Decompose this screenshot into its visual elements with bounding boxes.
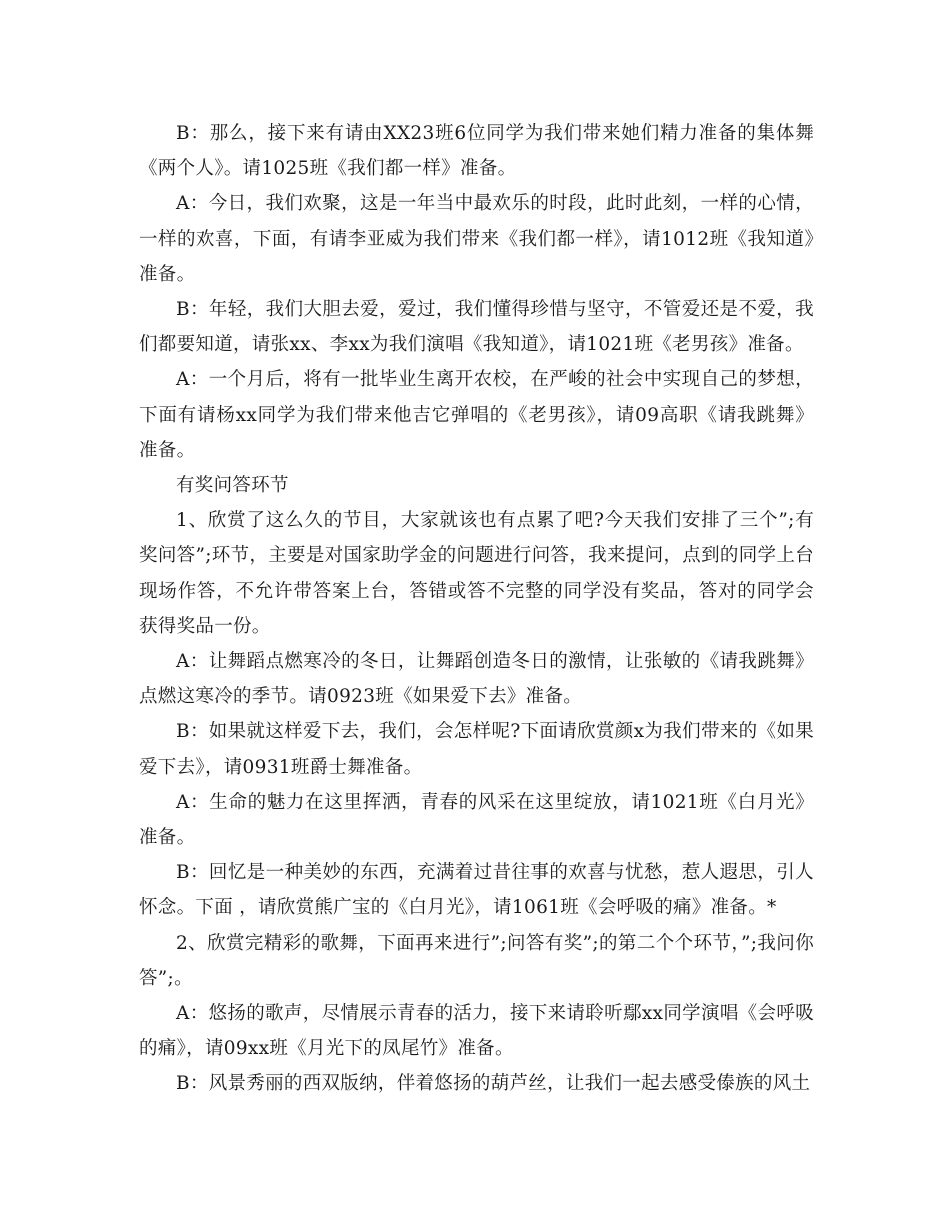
paragraph: B：风景秀丽的西双版纳，伴着悠扬的葫芦丝，让我们一起去感受傣族的风土 [176,1073,811,1095]
paragraph: B：如果就这样爱下去，我们，会怎样呢?下面请欣赏颜x为我们带来的《如果爱下去》，请0931班爵士舞准备。 [139,721,814,778]
paragraph: A：今日，我们欢聚，这是一年当中最欢乐的时段，此时此刻，一样的心情，一样的欢喜，下面，有请李亚威为我们带来《我们都一样》，请1012班《我知道》准备。 [139,193,814,285]
document-body [139,116,814,1102]
section-heading: 有奖问答环节 [176,475,289,497]
paragraph: A：一个月后，将有一批毕业生离开农校，在严峻的社会中实现自己的梦想，下面有请杨xx同学为我们带来他吉它弹唱的《老男孩》，请09高职《请我跳舞》准备。 [139,369,814,461]
paragraph: 1、欣赏了这么久的节目，大家就该也有点累了吧?今天我们安排了三个”;有奖问答”;环节，主要是对国家助学金的问题进行问答，我来提问，点到的同学上台现场作答，不允许带答案上台，答错或答不完整的同学没有奖品，答对的同学会获得奖品一份。 [139,510,814,637]
paragraph: A：悠扬的歌声，尽情展示青春的活力，接下来请聆听鄢xx同学演唱《会呼吸的痛》，请09xx班《月光下的凤尾竹》准备。 [139,1003,814,1060]
paragraph: B：那么，接下来有请由XX23班6位同学为我们带来她们精力准备的集体舞《两个人》。请1025班《我们都一样》准备。 [139,123,814,180]
paragraph: B：回忆是一种美妙的东西，充满着过昔往事的欢喜与忧愁，惹人遐思，引人怀念。下面 ，请欣赏熊广宝的《白月光》，请1061班《会呼吸的痛》准备。* [139,862,814,919]
paragraph: A：让舞蹈点燃寒冷的冬日，让舞蹈创造冬日的激情，让张敏的《请我跳舞》点燃这寒冷的季节。请0923班《如果爱下去》准备。 [139,651,814,708]
paragraph: B：年轻，我们大胆去爱，爱过，我们懂得珍惜与坚守，不管爱还是不爱，我们都要知道，请张xx、李xx为我们演唱《我知道》，请1021班《老男孩》准备。 [139,299,814,356]
paragraph: 2、欣赏完精彩的歌舞，下面再来进行”;问答有奖”;的第二个个环节，”;我问你答”;。 [139,932,814,989]
paragraph: A：生命的魅力在这里挥洒，青春的风采在这里绽放，请1021班《白月光》准备。 [139,791,814,849]
